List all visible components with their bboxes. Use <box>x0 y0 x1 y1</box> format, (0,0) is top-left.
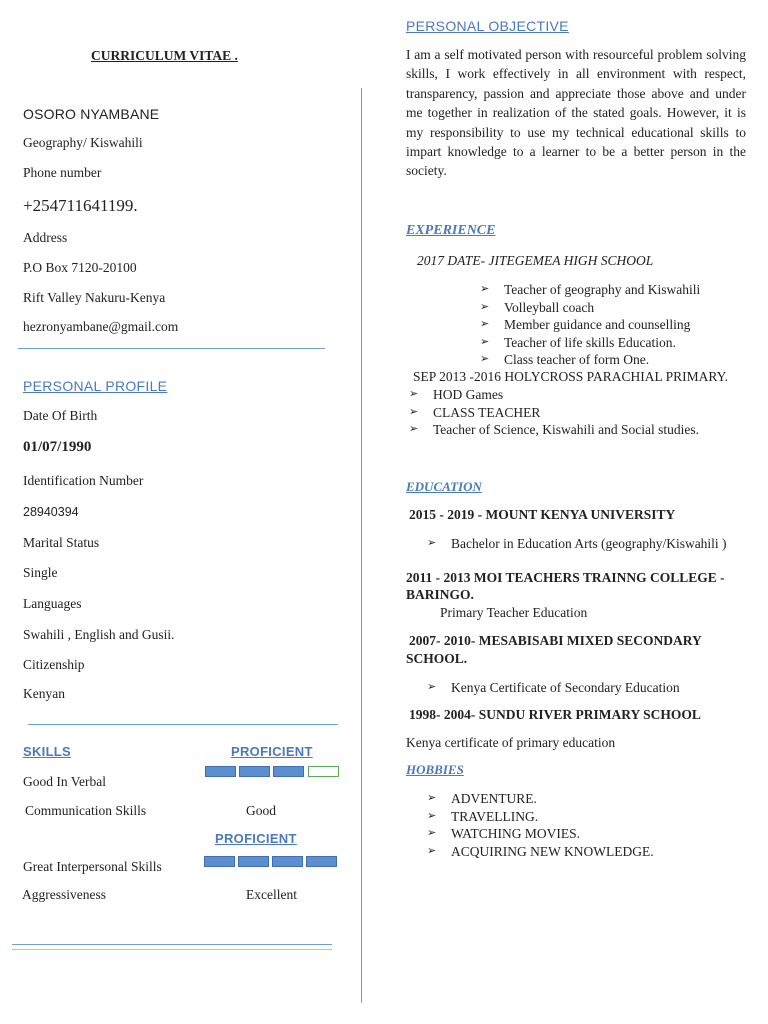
divider-bottom-1 <box>12 944 332 945</box>
arrow-bullet-icon: ➢ <box>427 809 437 822</box>
proficient-heading-1: PROFICIENT <box>231 744 313 759</box>
arrow-bullet-icon: ➢ <box>427 537 437 549</box>
personal-profile-heading: PERSONAL PROFILE <box>23 378 168 394</box>
languages-label: Languages <box>23 596 82 611</box>
education-4-detail: Kenya certificate of primary education <box>406 735 616 750</box>
experience-heading: EXPERIENCE <box>406 223 496 238</box>
address-label: Address <box>23 230 68 245</box>
list-item: ➢ ADVENTURE. <box>427 791 537 806</box>
list-item: ➢ TRAVELLING. <box>427 808 539 824</box>
list-item: ➢ Member guidance and counselling <box>480 317 691 333</box>
skill-2-rating-box-2 <box>238 856 269 867</box>
divider-contact <box>18 348 325 349</box>
dob-value: 01/07/1990 <box>23 439 92 455</box>
education-2-title-line-2: BARINGO. <box>406 587 474 602</box>
dob-label: Date Of Birth <box>23 408 98 423</box>
arrow-bullet-icon: ➢ <box>409 423 419 436</box>
list-item: ➢ Kenya Certificate of Secondary Education <box>427 680 680 695</box>
skill-1-rating-box-3 <box>273 766 304 777</box>
education-3-title-line-1: 2007- 2010- MESABISABI MIXED SECONDARY <box>409 633 702 648</box>
list-item: ➢ Class teacher of form One. <box>480 352 650 368</box>
list-item: ➢ Bachelor in Education Arts (geography/Kiswahili ) <box>427 536 727 551</box>
arrow-bullet-icon: ➢ <box>427 681 437 693</box>
candidate-name: OSORO NYAMBANE <box>23 106 160 122</box>
skill-1-rating-box-4 <box>308 766 339 777</box>
marital-label: Marital Status <box>23 535 100 550</box>
objective-text: I am a self motivated person with resourceful problem solving skills, I work effectively in all environment with respect, transparency, passion and appreciate those above and under me together in realization of the stated goals. However, it is my responsibility to use my technical educational skills to impart knowledge to a learner to be a better person in the society. <box>406 47 746 179</box>
po-box: P.O Box 7120-20100 <box>23 260 137 275</box>
education-heading: EDUCATION <box>406 479 482 494</box>
list-item: ➢ WATCHING MOVIES. <box>427 826 580 842</box>
arrow-bullet-icon: ➢ <box>427 844 437 857</box>
arrow-bullet-icon: ➢ <box>480 318 490 331</box>
divider-bottom-2 <box>12 949 332 950</box>
education-4-title: 1998- 2004- SUNDU RIVER PRIMARY SCHOOL <box>409 707 701 722</box>
job-1-duties <box>480 281 701 369</box>
subjects: Geography/ Kiswahili <box>23 135 143 150</box>
list-item: ➢ ACQUIRING NEW KNOWLEDGE. <box>427 843 654 859</box>
languages-value: Swahili , English and Gusii. <box>23 627 175 642</box>
arrow-bullet-icon: ➢ <box>480 353 490 366</box>
skill-2-rating-box-1 <box>204 856 235 867</box>
list-item: ➢ Teacher of geography and Kiswahili <box>480 282 701 297</box>
list-item: ➢ HOD Games <box>409 387 504 402</box>
skill-1-rating-box-2 <box>239 766 270 777</box>
job-2-title: SEP 2013 -2016 HOLYCROSS PARACHIAL PRIMARY. <box>413 369 728 384</box>
divider-profile <box>28 724 338 725</box>
arrow-bullet-icon: ➢ <box>409 405 419 418</box>
list-item: ➢ Teacher of Science, Kiswahili and Social studies. <box>409 422 699 438</box>
education-1-details <box>427 535 727 553</box>
arrow-bullet-icon: ➢ <box>480 300 490 313</box>
id-label: Identification Number <box>23 473 144 488</box>
id-number: 28940394 <box>23 505 79 519</box>
education-2-detail: Primary Teacher Education <box>440 605 588 620</box>
list-item: ➢ Teacher of life skills Education. <box>480 334 676 350</box>
skill-1-line-2: Communication Skills <box>25 803 147 818</box>
arrow-bullet-icon: ➢ <box>427 792 437 804</box>
marital-value: Single <box>23 565 58 580</box>
list-item: ➢ CLASS TEACHER <box>409 404 541 420</box>
phone-label: Phone number <box>23 165 102 180</box>
skill-1-rating-box-1 <box>205 766 236 777</box>
job-1-title: 2017 DATE- JITEGEMEA HIGH SCHOOL <box>417 253 654 268</box>
hobbies-heading: HOBBIES <box>406 762 464 777</box>
citizenship-label: Citizenship <box>23 657 85 672</box>
personal-objective-heading: PERSONAL OBJECTIVE <box>406 18 569 34</box>
proficient-heading-2: PROFICIENT <box>215 831 297 846</box>
email[interactable]: hezronyambane@gmail.com <box>23 319 179 334</box>
education-1-title: 2015 - 2019 - MOUNT KENYA UNIVERSITY <box>409 507 676 522</box>
skill-2: Great Interpersonal Skills <box>23 859 162 874</box>
education-3-title-line-2: SCHOOL. <box>406 651 468 666</box>
arrow-bullet-icon: ➢ <box>480 335 490 348</box>
hobbies-list <box>427 790 654 860</box>
column-divider <box>361 88 362 1003</box>
skill-3-level: Excellent <box>246 887 297 902</box>
education-3-details <box>427 679 680 697</box>
skill-2-rating-box-4 <box>306 856 337 867</box>
skill-2-rating-box-3 <box>272 856 303 867</box>
phone-number: +254711641199. <box>23 196 138 215</box>
skills-heading: SKILLS <box>23 744 72 759</box>
skill-1-level: Good <box>246 803 276 818</box>
citizenship-value: Kenyan <box>23 686 65 701</box>
location: Rift Valley Nakuru-Kenya <box>23 290 166 305</box>
arrow-bullet-icon: ➢ <box>427 827 437 840</box>
arrow-bullet-icon: ➢ <box>409 388 419 400</box>
list-item: ➢ Volleyball coach <box>480 299 595 315</box>
skill-3: Aggressiveness <box>22 887 106 902</box>
skill-1-line-1: Good In Verbal <box>23 774 106 789</box>
job-2-duties <box>409 386 699 439</box>
cv-title: CURRICULUM VITAE . <box>91 48 238 63</box>
arrow-bullet-icon: ➢ <box>480 283 490 295</box>
education-2-title-line-1: 2011 - 2013 MOI TEACHERS TRAINNG COLLEGE - <box>406 570 725 585</box>
